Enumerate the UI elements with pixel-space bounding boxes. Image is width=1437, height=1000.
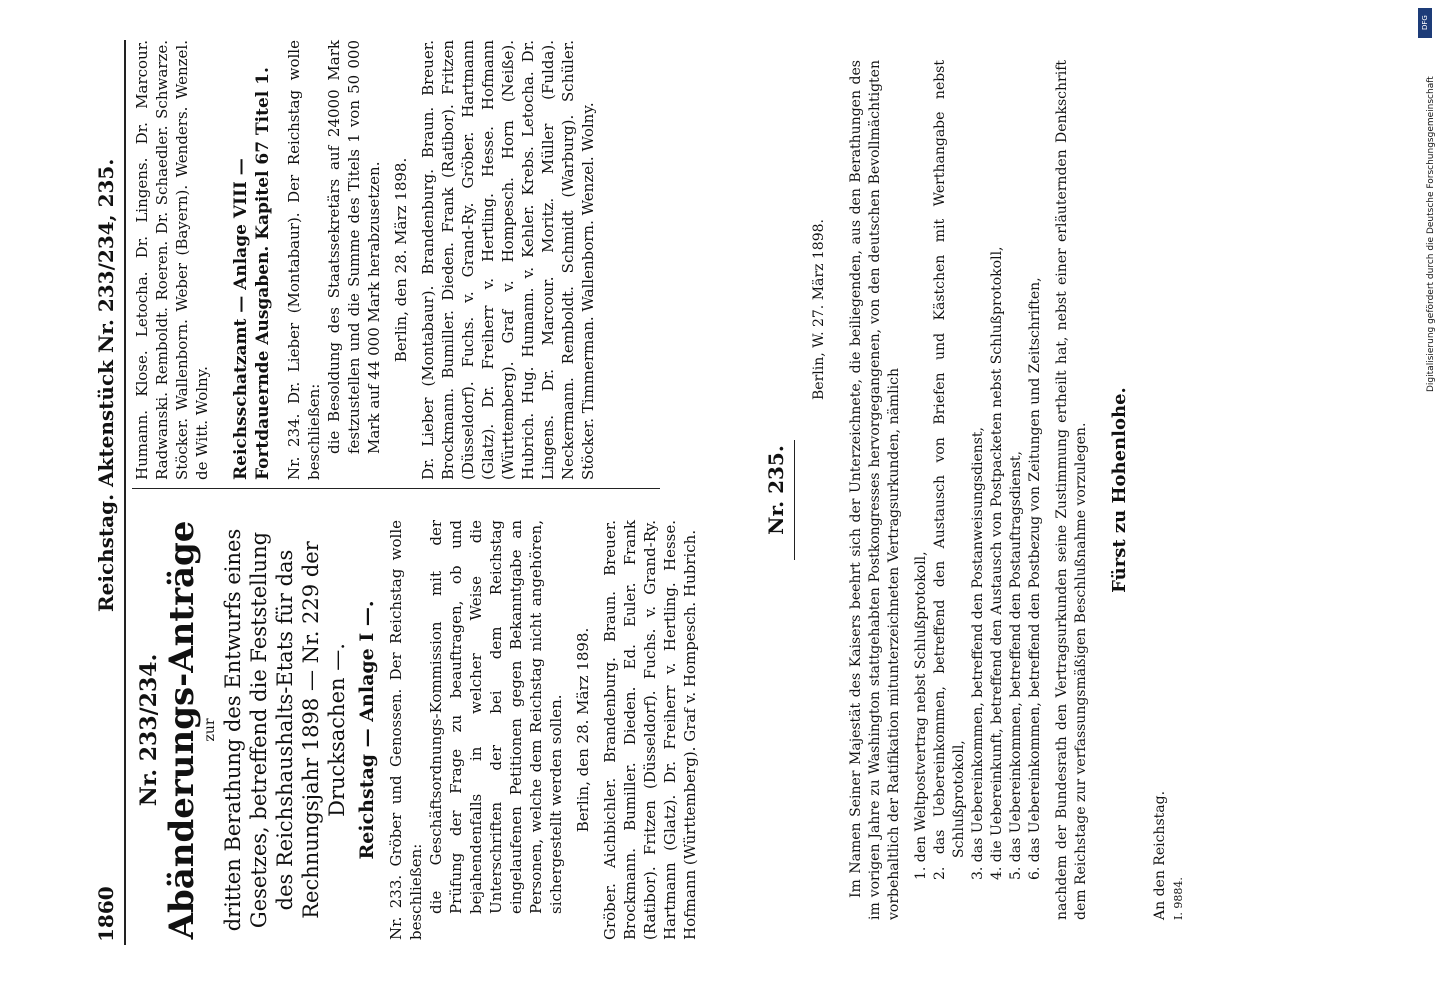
document-235 (760, 60, 1320, 920)
signers-233: Gröber. Aichbichler. Brandenburg. Braun. Breuer. Brockmann. Bumiller. Dieden. Ed. Euler. Frank (Ratibor). Fritzen (Düsseldorf). Fuchs. v. Grand-Ry. Hartmann (Glatz). Dr. Freiherr v. Hertling. Hesse. Hofmann (Württemberg). Graf v. Hompesch. Hubrich. (601, 520, 699, 940)
doc-subject: dritten Berathung des Entwurfs eines Gesetzes, betreffend die Feststellung des Reichshaushalts-Etats für das Rechnungsjahr 1898 — Nr. 229 der Drucksachen —. (221, 528, 349, 932)
addressee-235: An den Reichstag. (1152, 790, 1168, 920)
list-item: 3. das Uebereinkommen, betreffend den Postanweisungsdienst, (970, 426, 986, 880)
signature-235: Fürst zu Hohenlohe. (1109, 387, 1130, 593)
signers-233-continued: Humann. Klose. Letocha. Dr. Lingens. Dr. Marcour. Radwanski. Remboldt. Roeren. Dr. Schaedler. Schwarze. Stöcker. Wallenborn. Weber (Bayern). Wenders. Wenzel. de Witt. Wolny. (133, 40, 211, 480)
credit-sidebar (1418, 2, 1436, 392)
dfg-logo (1418, 8, 1432, 38)
section-heading-anlage-8: Reichsschatzamt — Anlage VIII — Fortdauernde Ausgaben. Kapitel 67 Titel 1. (231, 67, 273, 480)
motion-234-text: die Besoldung des Staatssekretärs auf 24000 Mark festzustellen und die Summe des Titels 1 von 50 000 Mark auf 44 000 Mark herabzusetzen. (325, 40, 383, 454)
motion-233-text: die Geschäftsordnungs-Kommission mit der Prüfung der Frage zu beauftragen, ob und bejahendenfalls in welcher Weise die Unterschriften der bei dem Reichstag eingelaufenen Petitionen gegen Bekanntgabe an Personen, welche dem Reichstag nicht angehören, sichergestellt werden sollen. (427, 520, 565, 914)
dateline-235: Berlin, W. 27. März 1898. (811, 219, 827, 400)
list-item: 1. den Weltpostvertrag nebst Schlußprotokoll, (913, 551, 929, 880)
section-heading-anlage-1: Reichstag — Anlage I —. (356, 600, 378, 860)
column-separator (132, 488, 660, 489)
list-item: 2. das Uebereinkommen, betreffend den Austausch von Briefen und Kästchen mit Werthangabe nebst Schlußprotokoll, (932, 60, 967, 880)
running-title: Reichstag. Aktenstück Nr. 233/234, 235. (94, 158, 118, 612)
signers-234: Dr. Lieber (Montabaur). Brandenburg. Braun. Breuer. Brockmann. Bumiller. Dieden. Frank (Ratibor). Fritzen (Düsseldorf). Fuchs. v. Grand-Ry. Gröber. Hartmann (Glatz). Dr. Freiherr v. Hertling. Hesse. Hofmann (Württemberg). Graf v. Hompesch. Horn (Neiße). Hubrich. Hug. Humann. v. Kehler. Krebs. Letocha. Dr. Lingens. Dr. Marcour. Moritz. Müller (Fulda). Neckermann. Remboldt. Schmidt (Warburg). Schüler. Stöcker. Timmerman. Wallenborn. Wenzel. Wolny. (419, 40, 597, 480)
motion-233: Nr. 233. Gröber und Genossen. Der Reichstag wolle beschließen: (387, 520, 425, 940)
heading-zur: zur (202, 718, 218, 742)
intro-235: Im Namen Seiner Majestät des Kaisers beehrt sich der Unterzeichnete, die beiliegenden, aus den Berathungen des im vorigen Jahre zu Washington stattgehabten Postkongresses hervorgegangenen, von den deutschen Bevollmächtigten vorbehaltlich der Ratifikation mitunterzeichneten Vertragsurkunden, nämlich (848, 60, 902, 920)
credit-text: Digitalisierung gefördert durch die Deutsche Forschungsgemeinschaft (1426, 76, 1436, 392)
doc-number-233-234: Nr. 233/234. (136, 653, 162, 807)
closing-235: nachdem der Bundesrath den Vertragsurkunden seine Zustimmung ertheilt hat, nebst einer erläuternden Denkschrift dem Reichstage zur verfassungsmäßigen Beschlußnahme vorzulegen. (1054, 60, 1089, 920)
dfg-logo-text: DFG (1421, 15, 1429, 31)
list-item: 6. das Uebereinkommen, betreffend den Postbezug von Zeitungen und Zeitschriften, (1027, 277, 1043, 880)
item-list (912, 60, 1045, 880)
date-233: Berlin, den 28. März 1898. (574, 627, 592, 833)
page-number: 1860 (94, 886, 118, 942)
list-item: 5. das Uebereinkommen, betreffend den Postauftragsdienst, (1008, 451, 1024, 880)
column-1 (132, 520, 699, 940)
date-234: Berlin, den 28. März 1898. (392, 157, 410, 363)
column-2 (132, 40, 672, 480)
header-rule (124, 40, 126, 945)
running-header (86, 42, 126, 942)
doc-number-235: Nr. 235. (764, 445, 788, 535)
doc-heading: Abänderungs-Anträge (162, 520, 202, 940)
motion-234: Nr. 234. Dr. Lieber (Montabaur). Der Reichstag wolle beschließen: (285, 40, 323, 480)
ref-235: I. 9884. (1172, 877, 1185, 920)
doc235-top-rule (794, 440, 795, 560)
list-item: 4. die Uebereinkunft, betreffend den Austausch von Postpacketen nebst Schlußprotokoll, (989, 246, 1005, 880)
